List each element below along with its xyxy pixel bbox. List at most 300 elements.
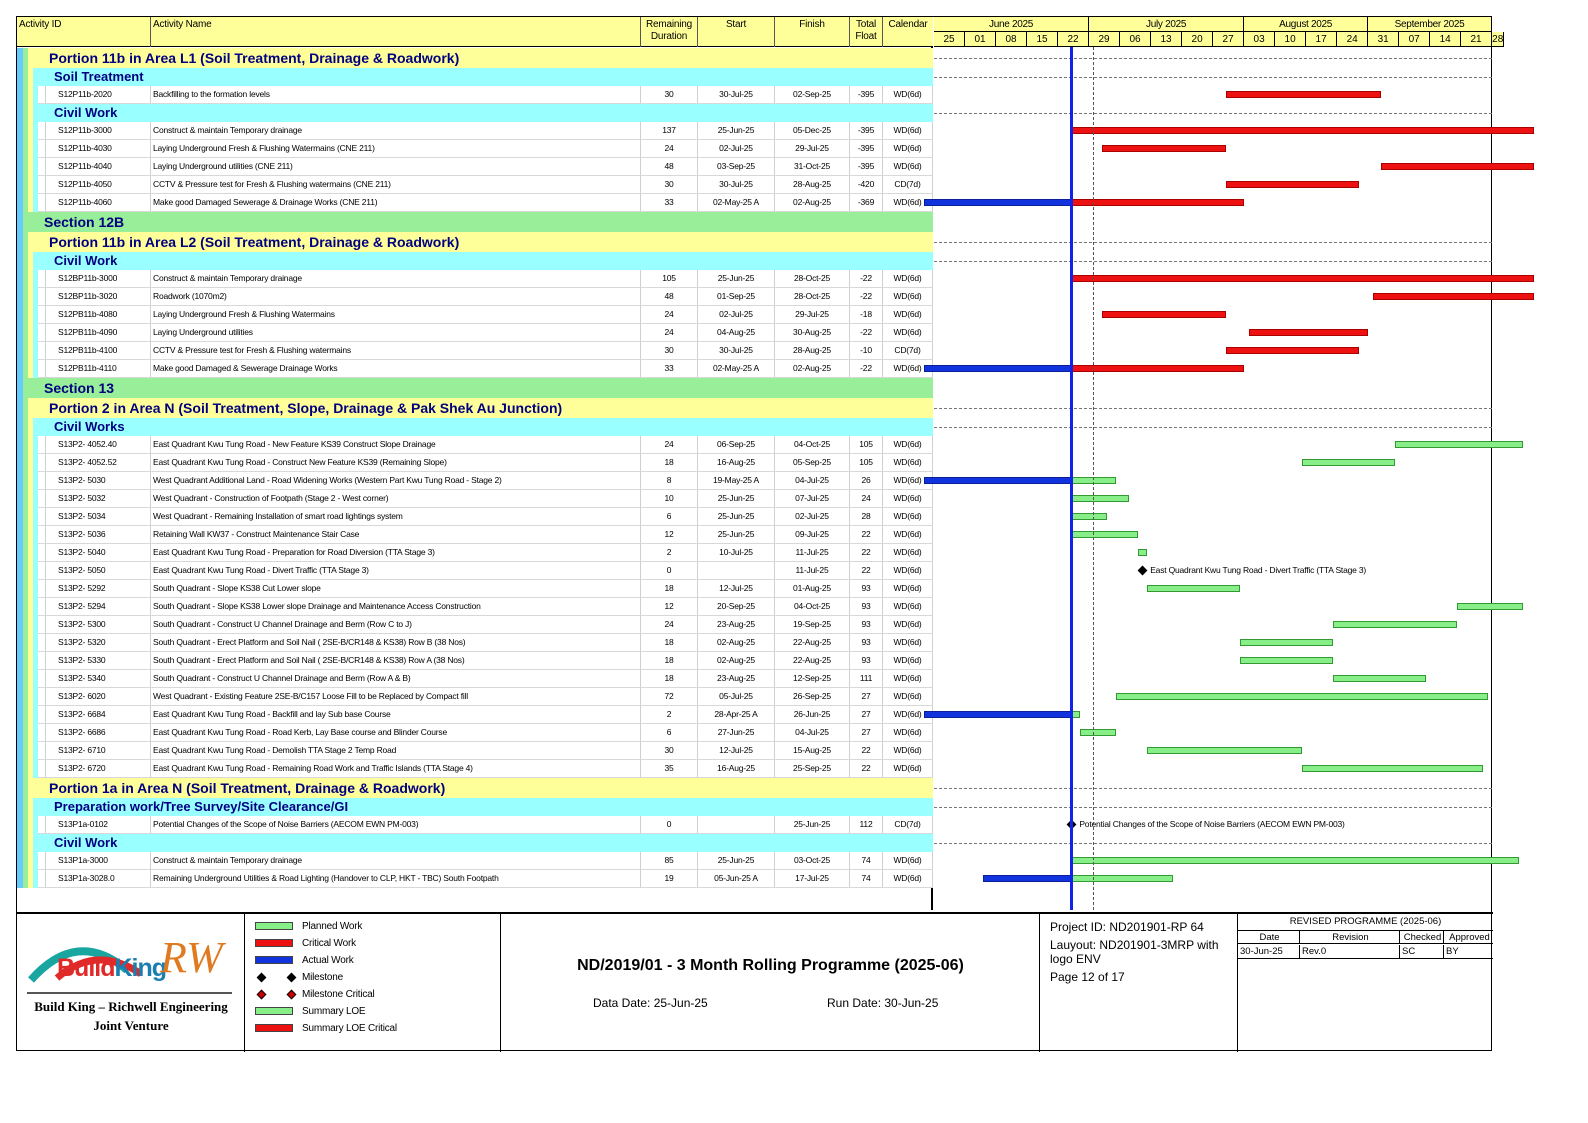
start-cell: 23-Aug-25: [698, 616, 775, 633]
activity-id-cell: S12P11b-4030: [45, 140, 151, 157]
table-row[interactable]: [17, 360, 933, 378]
activity-id-cell: S12P11b-4040: [45, 158, 151, 175]
table-row[interactable]: [17, 688, 933, 706]
subgroup-header-row[interactable]: [17, 418, 933, 436]
start-cell: [698, 816, 775, 833]
table-row[interactable]: [17, 490, 933, 508]
section-header-row[interactable]: [17, 212, 933, 232]
legend-label: Critical Work: [302, 938, 356, 949]
col-calendar[interactable]: Calendar: [888, 19, 928, 30]
start-cell: 25-Jun-25: [698, 490, 775, 507]
activity-name-cell: South Quadrant - Erect Platform and Soil Nail ( 2SE-B/CR148 & KS38) Row A (38 Nos): [151, 652, 641, 669]
remaining-duration-cell: 8: [641, 472, 698, 489]
start-cell: 05-Jun-25 A: [698, 870, 775, 887]
hierarchy-strip: [33, 176, 38, 194]
calendar-cell: WD(6d): [883, 472, 933, 489]
hierarchy-strip: [33, 252, 38, 270]
week-header: 15: [1027, 32, 1058, 47]
subgroup-header-row[interactable]: [17, 798, 933, 816]
milestone-label: Potential Changes of the Scope of Noise Barriers (AECOM EWN PM-003): [1079, 819, 1345, 829]
activity-id-cell: S12PB11b-4100: [45, 342, 151, 359]
start-cell: 16-Aug-25: [698, 760, 775, 777]
hierarchy-strip: [33, 288, 38, 306]
calendar-cell: CD(7d): [883, 176, 933, 193]
hierarchy-strip: [28, 48, 33, 68]
calendar-cell: WD(6d): [883, 140, 933, 157]
legend-milestone-icon: [257, 990, 267, 1000]
total-float-cell: -420: [850, 176, 883, 193]
start-cell: 02-May-25 A: [698, 360, 775, 377]
logo-rw: RW: [160, 933, 223, 982]
start-cell: 25-Jun-25: [698, 270, 775, 287]
critical-bar[interactable]: [1102, 145, 1226, 152]
critical-bar[interactable]: [1226, 347, 1359, 354]
start-cell: [698, 562, 775, 579]
table-row[interactable]: [17, 508, 933, 526]
company-logo: [17, 914, 245, 1052]
activity-name-cell: Laying Underground utilities: [151, 324, 641, 341]
calendar-cell: WD(6d): [883, 760, 933, 777]
critical-bar[interactable]: [1071, 275, 1534, 282]
table-row[interactable]: [17, 562, 933, 580]
remaining-duration-cell: 19: [641, 870, 698, 887]
critical-bar[interactable]: [1249, 329, 1369, 336]
total-float-cell: -395: [850, 140, 883, 157]
total-float-cell: 27: [850, 706, 883, 723]
activity-name-cell: Construct & maintain Temporary drainage: [151, 270, 641, 287]
subgroup-header-row[interactable]: [17, 68, 933, 86]
finish-cell: 02-Aug-25: [775, 194, 850, 211]
table-row[interactable]: [17, 176, 933, 194]
activity-id-cell: S12P11b-4060: [45, 194, 151, 211]
calendar-cell: WD(6d): [883, 706, 933, 723]
activity-name-cell: South Quadrant - Construct U Channel Drainage and Berm (Row C to J): [151, 616, 641, 633]
table-row[interactable]: [17, 342, 933, 360]
subgroup-header-row[interactable]: [17, 834, 933, 852]
table-row[interactable]: [17, 306, 933, 324]
start-cell: 02-Aug-25: [698, 652, 775, 669]
col-activity-id[interactable]: Activity ID: [17, 17, 151, 47]
planned-bar[interactable]: [1080, 729, 1115, 736]
table-row[interactable]: [17, 742, 933, 760]
activity-name-cell: East Quadrant Kwu Tung Road - Preparation for Road Diversion (TTA Stage 3): [151, 544, 641, 561]
calendar-cell: WD(6d): [883, 86, 933, 103]
activity-id-cell: S13P1a-3000: [45, 852, 151, 869]
table-row[interactable]: [17, 526, 933, 544]
activity-name-cell: East Quadrant Kwu Tung Road - Demolish TTA Stage 2 Temp Road: [151, 742, 641, 759]
finish-cell: 28-Oct-25: [775, 270, 850, 287]
hierarchy-strip: [33, 562, 38, 580]
legend-label: Summary LOE Critical: [302, 1023, 397, 1034]
group-header-row[interactable]: [17, 48, 933, 68]
activity-id-cell: S13P2- 6720: [45, 760, 151, 777]
table-row[interactable]: [17, 194, 933, 212]
table-row[interactable]: [17, 670, 933, 688]
table-row[interactable]: [17, 706, 933, 724]
finish-cell: 29-Jul-25: [775, 140, 850, 157]
legend-item: [255, 1020, 495, 1037]
legend-milestone-icon: [257, 973, 267, 983]
group-header-row[interactable]: [17, 232, 933, 252]
total-float-cell: 22: [850, 562, 883, 579]
group-title: Soil Treatment: [54, 69, 144, 84]
activity-id-cell: S13P2- 5320: [45, 634, 151, 651]
title-block: [17, 912, 1493, 1052]
table-row[interactable]: [17, 140, 933, 158]
gantt-chart: [934, 17, 1504, 910]
remaining-duration-cell: 24: [641, 436, 698, 453]
legend-item: [255, 918, 495, 935]
planned-bar[interactable]: [1116, 693, 1488, 700]
activity-id-cell: S13P2- 5040: [45, 544, 151, 561]
total-float-cell: -22: [850, 288, 883, 305]
hierarchy-strip: [33, 852, 38, 870]
activity-id-cell: S13P2- 5032: [45, 490, 151, 507]
activity-id-cell: S12P11b-2020: [45, 86, 151, 103]
total-float-cell: 22: [850, 544, 883, 561]
group-title: Civil Work: [54, 253, 118, 268]
table-row[interactable]: [17, 324, 933, 342]
total-float-cell: 28: [850, 508, 883, 525]
activity-id-cell: S13P2- 5030: [45, 472, 151, 489]
critical-bar[interactable]: [1381, 163, 1534, 170]
activity-name-cell: Laying Underground Fresh & Flushing Watermains (CNE 211): [151, 140, 641, 157]
critical-bar[interactable]: [1071, 365, 1244, 372]
total-float-cell: 27: [850, 724, 883, 741]
week-header: 10: [1275, 32, 1306, 47]
group-title: Portion 11b in Area L2 (Soil Treatment, Drainage & Roadwork): [49, 234, 460, 250]
activity-id-cell: S13P2- 5330: [45, 652, 151, 669]
finish-cell: 04-Oct-25: [775, 598, 850, 615]
run-date-line: [1093, 47, 1094, 910]
actual-bar[interactable]: [983, 875, 1076, 882]
critical-bar[interactable]: [1071, 127, 1534, 134]
remaining-duration-cell: 35: [641, 760, 698, 777]
activity-id-cell: S13P1a-0102: [45, 816, 151, 833]
planned-bar[interactable]: [1138, 549, 1147, 556]
logo-caption-line2: Joint Venture: [93, 1018, 169, 1033]
hierarchy-strip: [23, 212, 28, 232]
data-date-line: [1070, 47, 1073, 910]
hierarchy-strip: [33, 706, 38, 724]
total-float-cell: 105: [850, 454, 883, 471]
col-finish[interactable]: Finish: [775, 17, 850, 47]
planned-bar[interactable]: [1302, 765, 1484, 772]
planned-bar[interactable]: [1240, 639, 1333, 646]
start-cell: 01-Sep-25: [698, 288, 775, 305]
group-divider: [934, 788, 1492, 789]
activity-name-cell: Construct & maintain Temporary drainage: [151, 852, 641, 869]
total-float-cell: 93: [850, 652, 883, 669]
table-row[interactable]: [17, 724, 933, 742]
total-float-cell: 112: [850, 816, 883, 833]
activity-name-cell: CCTV & Pressure test for Fresh & Flushing watermains (CNE 211): [151, 176, 641, 193]
table-row[interactable]: [17, 634, 933, 652]
legend-label: Milestone: [302, 972, 343, 983]
table-row[interactable]: [17, 652, 933, 670]
calendar-cell: WD(6d): [883, 306, 933, 323]
critical-bar[interactable]: [1226, 181, 1359, 188]
total-float-cell: -22: [850, 360, 883, 377]
table-row[interactable]: [17, 436, 933, 454]
hierarchy-strip: [33, 616, 38, 634]
total-float-cell: -395: [850, 158, 883, 175]
table-row[interactable]: [17, 158, 933, 176]
critical-bar[interactable]: [1102, 311, 1226, 318]
total-float-cell: 74: [850, 852, 883, 869]
hierarchy-strip: [33, 324, 38, 342]
total-float-cell: 27: [850, 688, 883, 705]
finish-cell: 03-Oct-25: [775, 852, 850, 869]
activity-id-cell: S13P2- 5034: [45, 508, 151, 525]
total-float-cell: 93: [850, 580, 883, 597]
activity-id-cell: S12P11b-3000: [45, 122, 151, 139]
hierarchy-strip: [33, 360, 38, 378]
planned-bar[interactable]: [1071, 531, 1137, 538]
total-float-cell: 22: [850, 760, 883, 777]
remaining-duration-cell: 48: [641, 288, 698, 305]
group-header-row[interactable]: [17, 778, 933, 798]
remaining-duration-cell: 24: [641, 140, 698, 157]
calendar-cell: WD(6d): [883, 122, 933, 139]
remaining-duration-cell: 2: [641, 706, 698, 723]
actual-bar[interactable]: [924, 199, 1076, 206]
table-row[interactable]: [17, 852, 933, 870]
actual-bar[interactable]: [924, 365, 1076, 372]
table-row[interactable]: [17, 544, 933, 562]
calendar-cell: WD(6d): [883, 852, 933, 869]
table-row[interactable]: [17, 760, 933, 778]
col-total-float[interactable]: Total Float: [850, 17, 883, 47]
remaining-duration-cell: 105: [641, 270, 698, 287]
finish-cell: 01-Aug-25: [775, 580, 850, 597]
table-row[interactable]: [17, 472, 933, 490]
activity-name-cell: Backfilling to the formation levels: [151, 86, 641, 103]
activity-name-cell: South Quadrant - Slope KS38 Lower slope Drainage and Maintenance Access Construction: [151, 598, 641, 615]
activity-id-cell: S13P2- 4052.40: [45, 436, 151, 453]
planned-bar[interactable]: [1240, 657, 1333, 664]
calendar-cell: WD(6d): [883, 490, 933, 507]
calendar-cell: WD(6d): [883, 688, 933, 705]
critical-bar[interactable]: [1373, 293, 1534, 300]
table-row[interactable]: [17, 870, 933, 888]
table-row[interactable]: [17, 454, 933, 472]
finish-cell: 26-Jun-25: [775, 706, 850, 723]
remaining-duration-cell: 30: [641, 742, 698, 759]
start-cell: 10-Jul-25: [698, 544, 775, 561]
group-divider: [934, 807, 1492, 808]
total-float-cell: 26: [850, 472, 883, 489]
legend-swatch: [255, 939, 293, 947]
section-header-row[interactable]: [17, 378, 933, 398]
finish-cell: 11-Jul-25: [775, 544, 850, 561]
finish-cell: 11-Jul-25: [775, 562, 850, 579]
calendar-cell: WD(6d): [883, 158, 933, 175]
calendar-cell: WD(6d): [883, 580, 933, 597]
col-activity-name[interactable]: Activity Name: [151, 17, 641, 47]
calendar-cell: WD(6d): [883, 562, 933, 579]
remaining-duration-cell: 24: [641, 306, 698, 323]
planned-bar[interactable]: [1333, 675, 1426, 682]
hierarchy-strip: [33, 194, 38, 212]
planned-bar[interactable]: [1071, 857, 1518, 864]
month-header: June 2025: [934, 17, 1089, 32]
hierarchy-strip: [33, 140, 38, 158]
week-header: 13: [1151, 32, 1182, 47]
remaining-duration-cell: 0: [641, 562, 698, 579]
table-row[interactable]: [17, 288, 933, 306]
table-row[interactable]: [17, 122, 933, 140]
table-row[interactable]: [17, 580, 933, 598]
week-header: 22: [1058, 32, 1089, 47]
table-row[interactable]: [17, 598, 933, 616]
rev-header-checked: Checked: [1400, 930, 1444, 944]
hierarchy-strip: [33, 634, 38, 652]
table-row[interactable]: [17, 86, 933, 104]
actual-bar[interactable]: [924, 477, 1076, 484]
calendar-cell: WD(6d): [883, 544, 933, 561]
calendar-cell: WD(6d): [883, 670, 933, 687]
remaining-duration-cell: 6: [641, 508, 698, 525]
activity-id-cell: S13P2- 5292: [45, 580, 151, 597]
calendar-cell: WD(6d): [883, 652, 933, 669]
month-header: September 2025: [1368, 17, 1492, 32]
activity-id-cell: S13P2- 6686: [45, 724, 151, 741]
group-header-row[interactable]: [17, 398, 933, 418]
week-header: 17: [1306, 32, 1337, 47]
finish-cell: 28-Aug-25: [775, 342, 850, 359]
activity-id-cell: S13P2- 4052.52: [45, 454, 151, 471]
project-info-box: [1040, 914, 1238, 1052]
table-row[interactable]: [17, 616, 933, 634]
remaining-duration-cell: 33: [641, 194, 698, 211]
week-header: 08: [996, 32, 1027, 47]
group-title: Portion 1a in Area N (Soil Treatment, Drainage & Roadwork): [49, 780, 446, 796]
activity-id-cell: S13P2- 5036: [45, 526, 151, 543]
calendar-cell: WD(6d): [883, 436, 933, 453]
start-cell: 20-Sep-25: [698, 598, 775, 615]
run-date-text: Run Date: 30-Jun-25: [827, 996, 939, 1010]
milestone-marker[interactable]: [1138, 566, 1148, 576]
hierarchy-strip: [33, 342, 38, 360]
total-float-cell: 105: [850, 436, 883, 453]
critical-bar[interactable]: [1071, 199, 1244, 206]
calendar-cell: WD(6d): [883, 270, 933, 287]
start-cell: 27-Jun-25: [698, 724, 775, 741]
month-header: August 2025: [1244, 17, 1368, 32]
hierarchy-strip: [33, 122, 38, 140]
subgroup-header-row[interactable]: [17, 252, 933, 270]
month-header: July 2025: [1089, 17, 1244, 32]
critical-bar[interactable]: [1226, 91, 1381, 98]
group-title: Preparation work/Tree Survey/Site Clearance/GI: [54, 799, 349, 814]
activity-name-cell: East Quadrant Kwu Tung Road - New Feature KS39 Construct Slope Drainage: [151, 436, 641, 453]
hierarchy-strip: [33, 436, 38, 454]
legend-item: [255, 986, 495, 1003]
group-title: Civil Work: [54, 105, 118, 120]
planned-bar[interactable]: [1333, 621, 1457, 628]
activity-name-cell: Laying Underground Fresh & Flushing Watermains: [151, 306, 641, 323]
col-start[interactable]: Start: [698, 17, 775, 47]
subgroup-header-row[interactable]: [17, 104, 933, 122]
table-row[interactable]: [17, 816, 933, 834]
revision-title: REVISED PROGRAMME (2025-06): [1289, 916, 1442, 927]
planned-bar[interactable]: [1147, 747, 1302, 754]
start-cell: 02-Jul-25: [698, 306, 775, 323]
rev-value-checked: SC: [1400, 945, 1444, 959]
remaining-duration-cell: 18: [641, 634, 698, 651]
hierarchy-strip: [33, 688, 38, 706]
actual-bar[interactable]: [924, 711, 1076, 718]
finish-cell: 15-Aug-25: [775, 742, 850, 759]
activity-name-cell: Construct & maintain Temporary drainage: [151, 122, 641, 139]
finish-cell: 25-Sep-25: [775, 760, 850, 777]
group-divider: [934, 843, 1492, 844]
planned-bar[interactable]: [1395, 441, 1523, 448]
planned-bar[interactable]: [1302, 459, 1395, 466]
hierarchy-strip: [33, 68, 38, 86]
hierarchy-strip: [33, 798, 38, 816]
rev-header-revision: Revision: [1300, 930, 1400, 944]
planned-bar[interactable]: [1071, 495, 1129, 502]
hierarchy-strip: [33, 472, 38, 490]
start-cell: 28-Apr-25 A: [698, 706, 775, 723]
finish-cell: 12-Sep-25: [775, 670, 850, 687]
planned-bar[interactable]: [1457, 603, 1523, 610]
remaining-duration-cell: 18: [641, 670, 698, 687]
planned-bar[interactable]: [1071, 875, 1173, 882]
hierarchy-strip: [23, 378, 28, 398]
planned-bar[interactable]: [1071, 513, 1106, 520]
legend-milestone-icon: [287, 990, 297, 1000]
start-cell: 25-Jun-25: [698, 526, 775, 543]
planned-bar[interactable]: [1147, 585, 1240, 592]
activity-id-cell: S13P2- 6684: [45, 706, 151, 723]
finish-cell: 04-Jul-25: [775, 724, 850, 741]
hierarchy-strip: [33, 834, 38, 852]
activity-id-cell: S12BP11b-3020: [45, 288, 151, 305]
group-title: Portion 11b in Area L1 (Soil Treatment, Drainage & Roadwork): [49, 50, 460, 66]
activity-name-cell: South Quadrant - Construct U Channel Drainage and Berm (Row A & B): [151, 670, 641, 687]
rev-header-approved: Approved: [1444, 930, 1493, 944]
week-header: 31: [1368, 32, 1399, 47]
activity-name-cell: East Quadrant Kwu Tung Road - Backfill and lay Sub base Course: [151, 706, 641, 723]
calendar-cell: WD(6d): [883, 454, 933, 471]
hierarchy-strip: [33, 526, 38, 544]
start-cell: 12-Jul-25: [698, 742, 775, 759]
activity-name-cell: Retaining Wall KW37 - Construct Maintenance Stair Case: [151, 526, 641, 543]
total-float-cell: 93: [850, 598, 883, 615]
legend-item: [255, 969, 495, 986]
col-remaining-duration[interactable]: Remaining Duration: [641, 17, 698, 47]
hierarchy-strip: [33, 816, 38, 834]
programme-title-box: [501, 914, 1040, 1052]
total-float-cell: -395: [850, 86, 883, 103]
start-cell: 25-Jun-25: [698, 852, 775, 869]
remaining-duration-cell: 24: [641, 616, 698, 633]
week-header: 07: [1399, 32, 1430, 47]
start-cell: 16-Aug-25: [698, 454, 775, 471]
start-cell: 23-Aug-25: [698, 670, 775, 687]
activity-name-cell: East Quadrant Kwu Tung Road - Construct New Feature KS39 (Remaining Slope): [151, 454, 641, 471]
table-row[interactable]: [17, 270, 933, 288]
hierarchy-strip: [28, 232, 33, 252]
calendar-cell: WD(6d): [883, 598, 933, 615]
remaining-duration-cell: 85: [641, 852, 698, 869]
start-cell: 25-Jun-25: [698, 122, 775, 139]
logo-divider: [27, 992, 232, 994]
total-float-cell: -369: [850, 194, 883, 211]
